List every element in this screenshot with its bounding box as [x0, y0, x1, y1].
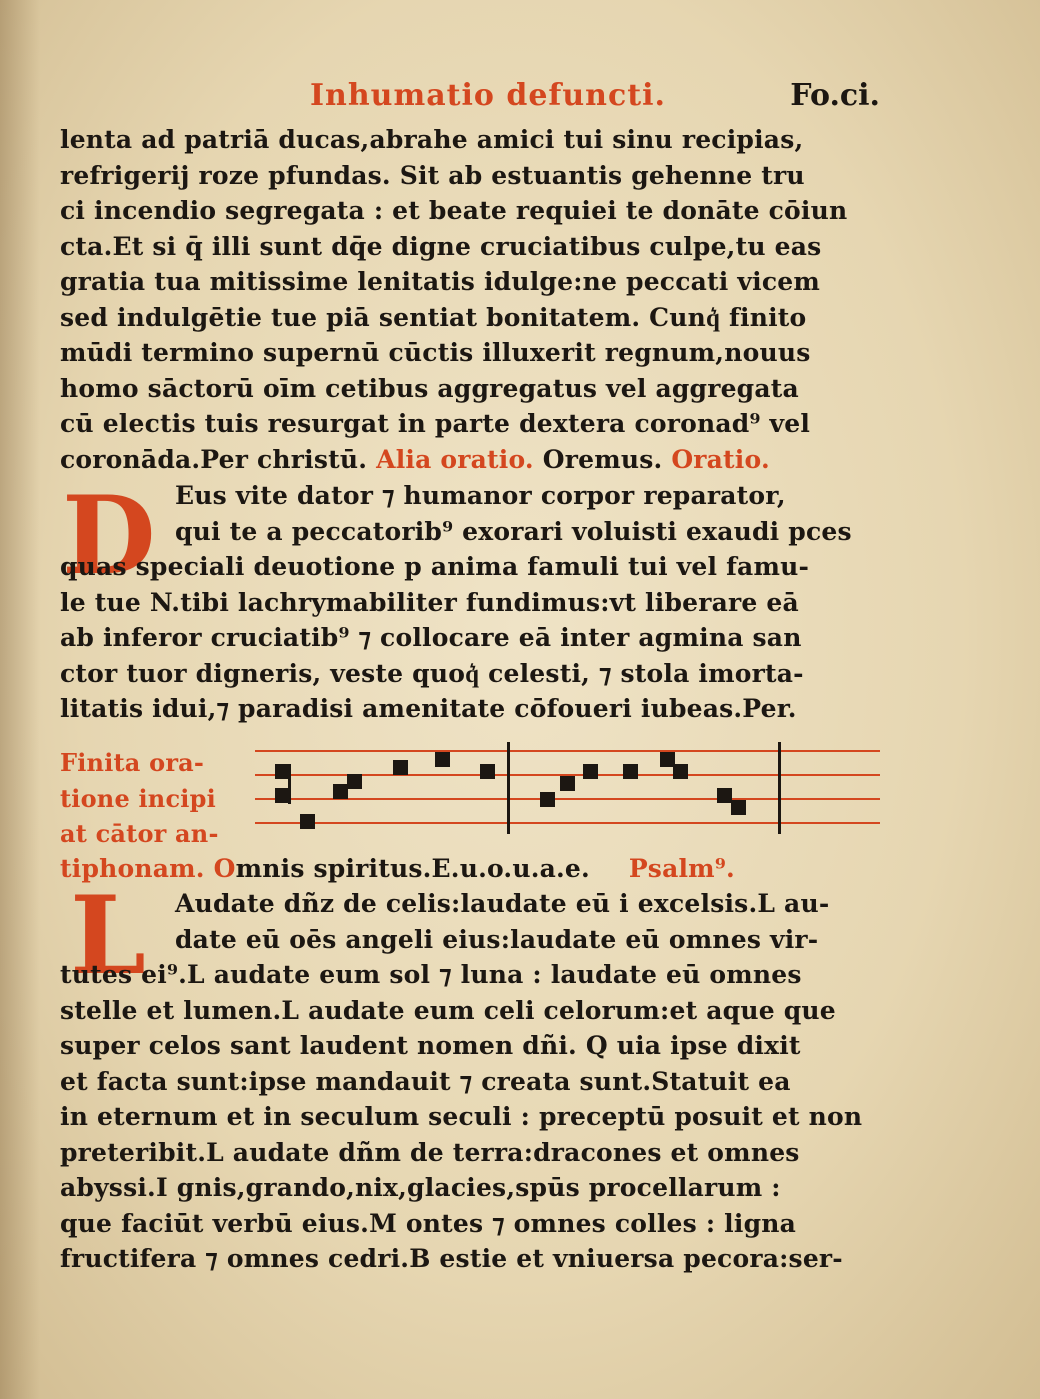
staff-bar — [507, 742, 510, 834]
note — [480, 764, 495, 779]
note — [300, 814, 315, 829]
note — [560, 776, 575, 791]
antiphon-text-line — [60, 851, 880, 887]
note — [333, 784, 348, 799]
paragraph-1 — [60, 122, 880, 477]
text-line: stelle et lumen.L audate eum celi celorum:et aque que — [60, 995, 836, 1025]
initial-letter-l: L — [70, 873, 146, 999]
antiphon-line — [60, 851, 880, 887]
psalm-paragraph — [60, 873, 880, 1277]
text-line: cta.Et si q̄ illi sunt dq̄e digne cruciatibus culpe,tu eas — [60, 231, 822, 261]
folio-number: Fo.ci. — [790, 78, 880, 113]
text-line: litatis idui,⁊ paradisi amenitate cōfoueri iubeas.Per. — [60, 694, 797, 723]
note — [623, 764, 638, 779]
note — [673, 764, 688, 779]
text-line: date eū oēs angeli eius:laudate eū omnes vir- — [175, 924, 819, 954]
text-line: le tue N.tibi lachrymabiliter fundimus:vt liberare eā — [60, 587, 799, 617]
text-line: cū electis tuis resurgat in parte dextera coronad⁹ vel — [60, 409, 811, 438]
text-line: fructifera ⁊ omnes cedri.B estie et vniuersa pecora:ser- — [60, 1244, 843, 1273]
text-line: refrigerij roze pfundas. Sit ab estuantis gehenne tru — [60, 160, 805, 190]
text-line: homo sāctorū oīm cetibus aggregatus vel aggregata — [60, 373, 799, 403]
text-line: mūdi termino supernū cūctis illuxerit regnum,nouus — [60, 338, 811, 367]
note — [393, 760, 408, 775]
text-line: lenta ad patriā ducas,abrahe amici tui sinu recipias, — [60, 125, 804, 154]
gutter-shadow — [0, 0, 40, 1399]
staff-line — [255, 750, 880, 752]
running-head-title: Inhumatio defuncti. — [310, 78, 666, 113]
antiphon-incipit: mnis spiritus.E.u.o.u.a.e. — [235, 854, 590, 883]
text-line: que faciūt verbū eius.M ontes ⁊ omnes colles : ligna — [60, 1208, 797, 1238]
rubric-line — [60, 442, 880, 478]
text-line: abyssi.I gnis,grando,nix,glacies,spūs procellarum : — [60, 1173, 781, 1202]
text-line: super celos sant laudent nomen dñi. Q uia ipse dixit — [60, 1031, 801, 1060]
antiphon-rubric: tiphonam. — [60, 854, 205, 883]
text-line: ci incendio segregata : et beate requiei te donāte cōiun — [60, 196, 848, 225]
text-line: et facta sunt:ipse mandauit ⁊ creata sunt.Statuit ea — [60, 1066, 791, 1096]
note — [731, 800, 746, 815]
text-line: in eternum et in seculum seculi : preceptū posuit et non — [60, 1102, 863, 1131]
text-line: gratia tua mitissime lenitatis idulge:ne peccati vicem — [60, 267, 821, 296]
music-staff — [255, 742, 880, 852]
note — [717, 788, 732, 803]
running-head — [60, 78, 880, 122]
staff-line — [255, 822, 880, 824]
initial-letter-d: D — [62, 473, 156, 599]
rubric-black: coronāda.Per christū. — [60, 444, 368, 474]
rubric-line: tione incipi — [60, 783, 216, 813]
text-line: ab inferor cruciatib⁹ ⁊ collocare eā inter agmina san — [60, 623, 802, 652]
text-line: ctor tuor digneris, veste quoq͛ celesti, ⁊ stola imorta- — [60, 658, 804, 688]
text-line: quas speciali deuotione p anima famuli tui vel famu- — [60, 552, 810, 581]
rubric-oremus: Oremus. — [542, 444, 663, 474]
rubric-oratio: Oratio. — [671, 444, 770, 474]
psalm-rubric: Psalm⁹. — [628, 854, 735, 883]
oratio-paragraph — [60, 473, 880, 727]
staff-line — [255, 798, 880, 800]
text-line: preteribit.L audate dñm de terra:dracones et omnes — [60, 1137, 800, 1167]
text-line: tutes ei⁹.L audate eum sol ⁊ luna : laudate eū omnes — [60, 960, 802, 989]
note — [435, 752, 450, 767]
text-line: Eus vite dator ⁊ humanor corpor reparator, — [175, 481, 786, 510]
rubric-line: Finita ora- — [60, 748, 205, 777]
rubric-line: at cātor an- — [60, 819, 219, 848]
text-line: qui te a peccatorib⁹ exorari voluisti exaudi pces — [175, 516, 852, 546]
text-line: Audate dñz de celis:laudate eū i excelsis.L au- — [175, 889, 830, 918]
staff-bar — [778, 742, 781, 834]
rubric-alia-oratio: Alia oratio. — [376, 444, 534, 474]
rubric-side — [60, 745, 250, 852]
antiphon-initial: O — [213, 854, 236, 883]
note — [583, 764, 598, 779]
note — [540, 792, 555, 807]
clef-stem — [288, 764, 291, 804]
note — [347, 774, 362, 789]
text-line: sed indulgētie tue piā sentiat bonitatem. Cunq͛ finito — [60, 302, 807, 332]
